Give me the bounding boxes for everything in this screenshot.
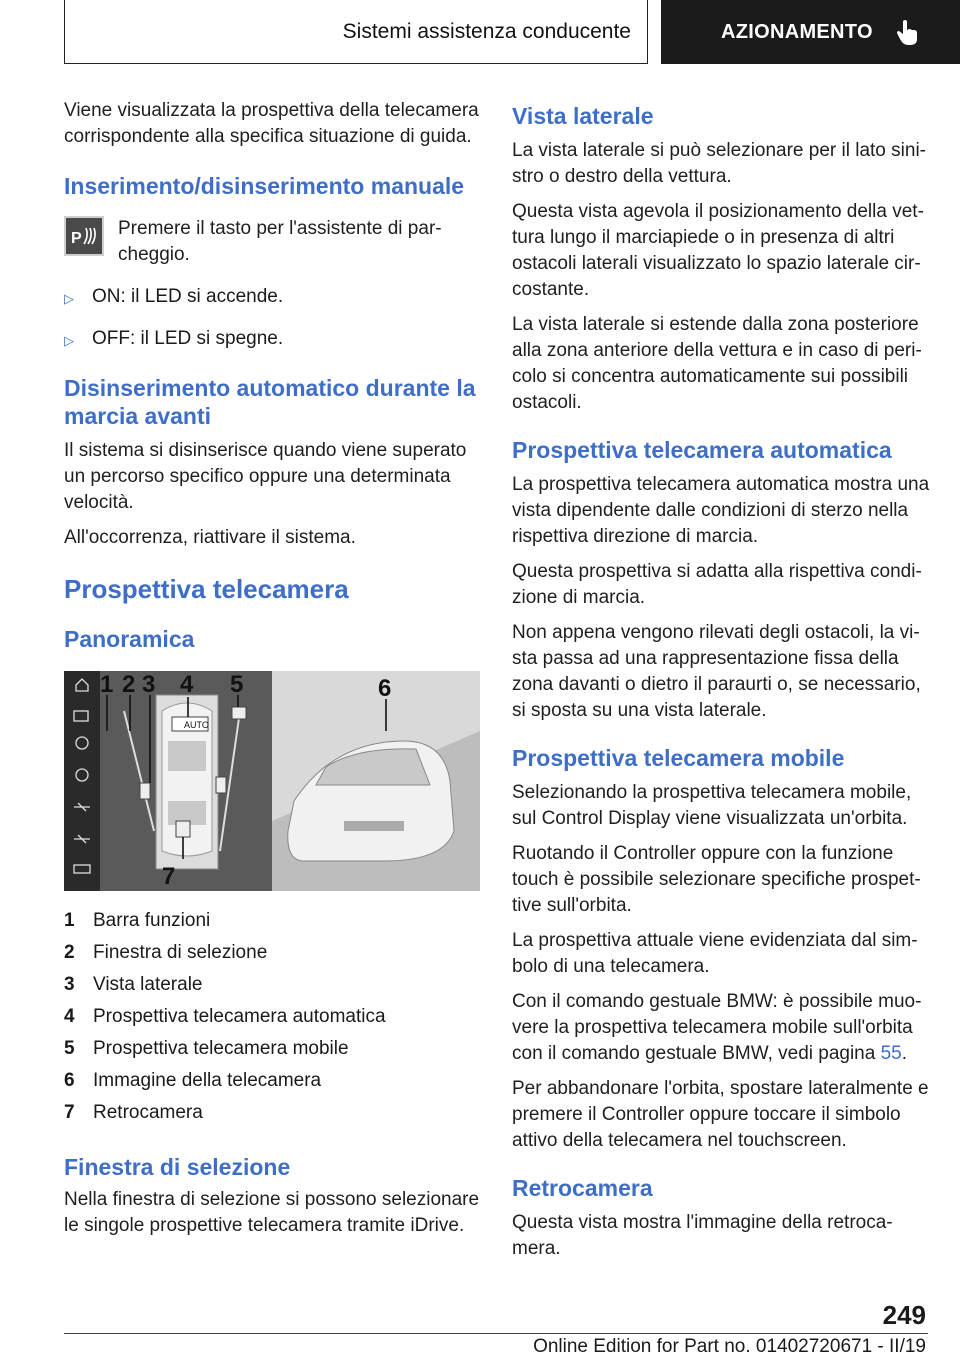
callout-5: 5 [230,671,244,698]
reactivate-paragraph: All'occorrenza, riattivare il sistema. [64,527,356,548]
legend-item [64,905,482,937]
legend-text: Retrocamera [93,1102,203,1123]
figure-legend [64,905,482,1129]
heading-auto-off: Disinserimento automatico durante la marcia avanti [64,375,476,429]
mobile-p4-end: . [901,1043,908,1064]
section-title: Sistemi assistenza conducente [342,19,631,43]
heading-auto-perspective: Prospettiva telecamera automatica [512,437,892,463]
button-instruction-text: Premere il tasto per l'assistente di par-cheggio. [118,218,442,265]
footer-divider [64,1333,928,1334]
triangle-bullet-icon: ▷ [64,333,74,348]
mobile-paragraph-1: Selezionando la prospettiva telecamera mobile, sul Control Display viene visualizzata un'orbita. [512,782,912,829]
auto-paragraph-1: La prospettiva telecamera automatica mostra una vista dipendente dalle condizioni di sterzo nella rispettiva direzione di marcia. [512,474,930,547]
callout-4: 4 [180,671,194,698]
legend-item [64,969,482,1001]
legend-text: Prospettiva telecamera mobile [93,1038,349,1059]
mobile-paragraph-2: Ruotando il Controller oppure con la funzione touch è possibile selezionare specifiche prospet-tive sull'orbita. [512,843,921,916]
page-number: 249 [882,1300,926,1330]
heading-camera-perspective: Prospettiva telecamera [64,574,349,604]
legend-number: 4 [64,1006,75,1027]
legend-item [64,1065,482,1097]
legend-text: Prospettiva telecamera automatica [93,1006,386,1027]
side-paragraph-2: Questa vista agevola il posizionamento della vet-tura lungo il marciapiede o in presenza di altri ostacoli laterali visualizzato lo spazio laterale cir-costante. [512,201,924,300]
rear-paragraph: Questa vista mostra l'immagine della retroca-mera. [512,1212,893,1259]
heading-selection-window: Finestra di selezione [64,1154,291,1180]
header-chapter-tab [661,0,960,64]
heading-rear-camera: Retrocamera [512,1175,653,1201]
bullet-off [64,326,482,354]
legend-number: 2 [64,942,75,963]
callout-1: 1 [100,671,114,698]
side-paragraph-3: La vista laterale si estende dalla zona posteriore alla zona anteriore della vettura e in caso di peri-colo si concentra automaticamente sui possibili ostacoli. [512,314,922,413]
left-column [64,98,482,1248]
triangle-bullet-icon: ▷ [64,291,74,306]
callout-2: 2 [122,671,136,698]
intro-paragraph: Viene visualizzata la prospettiva della telecamera corrispondente alla specifica situazione di guida. [64,100,479,147]
legend-number: 3 [64,974,75,995]
legend-number: 5 [64,1038,75,1059]
bullet-on [64,284,482,312]
mobile-paragraph-5: Per abbandonare l'orbita, spostare lateralmente e premere il Controller oppure toccare il simbolo attivo della telecamera nel touchscreen. [512,1078,929,1151]
selection-paragraph: Nella finestra di selezione si possono selezionare le singole prospettive telecamera tramite iDrive. [64,1189,480,1236]
auto-label: AUTO [184,720,209,730]
callout-3: 3 [142,671,156,698]
right-column [512,98,932,1271]
camera-view-figure [64,671,480,891]
legend-item [64,1001,482,1033]
page-reference-link[interactable]: 55 [880,1043,902,1064]
chapter-title: AZIONAMENTO [721,20,873,43]
side-paragraph-1: La vista laterale si può selezionare per il lato sini-stro o destro della vettura. [512,140,926,187]
legend-item [64,937,482,969]
mobile-p4-text: Con il comando gestuale BMW: è possibile muo-vere la prospettiva telecamera mobile sull'orbita con il comando gestuale BMW, vedi pagina [512,991,922,1064]
heading-overview: Panoramica [64,626,195,652]
legend-text: Barra funzioni [93,910,211,931]
bullet-off-text: OFF: il LED si spegne. [92,328,284,349]
legend-text: Immagine della telecamera [93,1070,322,1091]
bullet-on-text: ON: il LED si accende. [92,286,284,307]
edition-footer: Online Edition for Part no. 01402720671 - II/19 [533,1336,926,1357]
auto-paragraph-3: Non appena vengono rilevati degli ostacoli, la vi-sta passa ad una rappresentazione fissa della zona davanti o dietro il paraurti o, se necessario, si sposta su una vista laterale. [512,622,921,721]
heading-side-view: Vista laterale [512,103,654,129]
legend-number: 7 [64,1102,75,1123]
callout-7: 7 [162,863,176,890]
camera-display-illustration [64,671,480,891]
legend-item [64,1033,482,1065]
legend-number: 1 [64,910,75,931]
hand-pointer-icon [897,19,917,45]
legend-text: Vista laterale [93,974,203,995]
auto-off-paragraph: Il sistema si disinserisce quando viene superato un percorso specifico oppure una determinata velocità. [64,440,467,513]
mobile-paragraph-3: La prospettiva attuale viene evidenziata dal sim-bolo di una telecamera. [512,930,918,977]
parking-assistant-button-icon [64,216,104,256]
legend-text: Finestra di selezione [93,942,268,963]
heading-manual-switch: Inserimento/disinserimento manuale [64,173,465,199]
mobile-paragraph-4 [512,989,932,1067]
heading-mobile-perspective: Prospettiva telecamera mobile [512,745,845,771]
parking-button-instruction [64,216,482,268]
legend-number: 6 [64,1070,75,1091]
header-section-title [64,0,648,64]
legend-item [64,1097,482,1129]
callout-6: 6 [378,675,392,702]
svg-text:P: P [71,230,82,247]
auto-paragraph-2: Questa prospettiva si adatta alla rispettiva condi-zione di marcia. [512,561,922,608]
